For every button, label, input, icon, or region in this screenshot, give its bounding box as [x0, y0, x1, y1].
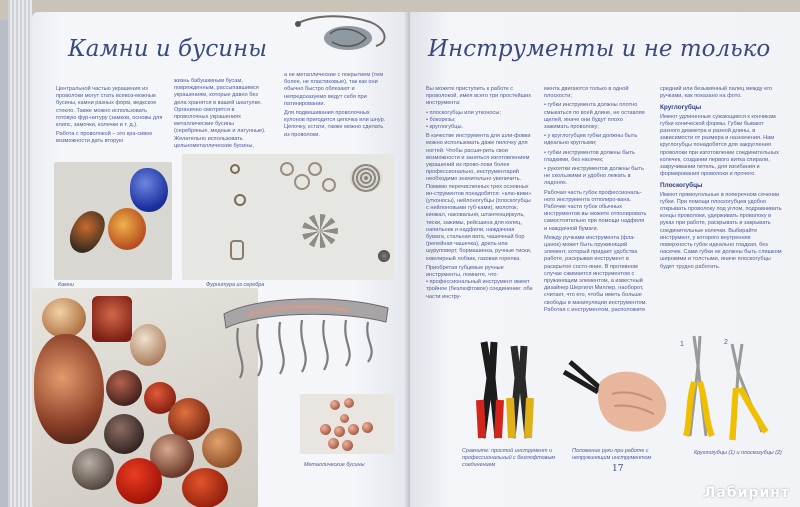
bead-cap	[230, 164, 240, 174]
right-col1-para-6: Приобретая губцевые ручные инструменты, помните, что:	[426, 264, 504, 279]
pliers-label-1: 1	[680, 341, 684, 348]
right-col1-para-7: • профессиональный инструмент имеет тройное (безлюфтовое) соединение: обе части инстру-	[426, 279, 533, 300]
left-text-column-1	[56, 86, 166, 148]
copper-bead	[334, 426, 345, 437]
right-text-column-3	[660, 86, 782, 273]
flat-pliers-text: Имеют прямоугольные в поперечном сечении губки. При помощи плоскогубцев удобно открывать проволоку под углом, подравнивать концы проволоки, удерживать проволоку в руках при работе, раскрывать и закрывать соединительные колечки. Выбирайте инструмент, у которого внутренняя поверхность губок идеально гладкая, без насечек. Сами губки не должны быть слишком широкими и толстыми, иначе плоскогубцы будет трудно работать.	[660, 191, 782, 270]
pliers-compare-caption: Сравните: простой инструмент и профессиональный с безлюфтовым соединением	[462, 448, 556, 468]
copper-bead	[340, 414, 349, 423]
findings-caption: Фурнитура из серебра	[206, 282, 265, 288]
bead-cap	[234, 194, 246, 206]
left-col2-para-1: жизнь бабушкиным бусам, поврежденным, рассыпавшимся украшениям, которые давно без дела хранятся в вашей шкатулке. Органично смотрятся в проволочных украшениях металлические бусины (серебряные, медные и латунные). Желательно использовать цельнометаллические бусины,	[174, 78, 266, 149]
right-col1-para-4: • круглогубцы.	[426, 124, 464, 131]
copper-bead	[362, 422, 373, 433]
round-flat-pliers-caption: Круглогубцы (1) и плоскогубцы (2)	[694, 450, 782, 456]
hand-position-caption: Положение руки при работе с непружинящим инструментом	[572, 448, 652, 461]
right-col2-para-5: • рукоятки инструментов должны быть не скользкими и удобно лежать в ладонях.	[544, 166, 644, 187]
metal-beads-photo	[300, 394, 394, 454]
bead	[106, 370, 142, 406]
right-col3-para-1: средний или безымянный палец между его ручками, как показано на фото.	[660, 86, 773, 100]
left-col3-para-2: Для подвешивания проволочных кулонов пригодится цепочка или шнур. Цепочку, кстати, также можно сделать из проволоки.	[284, 110, 386, 138]
right-col2-para-2: • губки инструмента должны плотно смыкаться по всей длине, не оставляя щелей, иначе они будут плохо зажимать проволоку;	[544, 102, 645, 131]
clasp	[230, 240, 244, 260]
star-connectors	[302, 214, 338, 248]
round-flat-pliers-photo	[672, 332, 782, 448]
right-col1-para-2: • плоскогубцы или утконосы;	[426, 109, 501, 116]
right-col2-para-6: Рабочая часть губок профессиональ-ного инструмента отполиро-вана. Рабочие части губок обычных инструментов вы можете отполировать самостоятельно при помощи надфиля и наждачной бумаги.	[544, 189, 647, 232]
copper-bead	[344, 398, 354, 408]
right-col2-para-4: • губки инструментов должны быть гладкими, без насечек;	[544, 149, 635, 163]
right-col2-para-1: мента двигаются только в одной плоскости;	[544, 86, 629, 100]
wire-comb-pendant-photo	[218, 292, 394, 392]
metal-beads-caption: Металлические бусины	[304, 462, 365, 468]
agate-stone	[64, 206, 110, 259]
copper-bead	[330, 400, 340, 410]
jump-ring	[294, 174, 310, 190]
left-col3-para-1: а не металлические с покрытием (тем более, не пластиковые), так как они обычно быстро облезают и непредсказуемо ведут себя при патинировании.	[284, 72, 384, 107]
jump-ring	[322, 178, 336, 192]
copper-bead	[342, 440, 353, 451]
round-pliers-text: Имеют удлиненные сужающиеся к кончикам губки конической формы. Губки бывают разного диаметра и разной длины, в зависимости от размера и назначения. Нам круглогубцы понадобятся для закругления проволоки при изготовлении соединительных колечек, создании первого витка спирали, закручивании петель, для изгибания и формирования проволоки и прочего.	[660, 113, 779, 178]
left-text-column-2	[174, 78, 270, 152]
right-col2-para-7: Между ручками инструмента (фла-цанок) может быть пружинящий элемент, который придает удобства работе, раскрывая инструмент в раскрытое состо-яние. В противном случае сжимается инструментом с пружинящим элементом, а известный дизайнер Шергилл Миллер, наоборот, считает, что его, чтобы иметь больше свободы в манипуляции инструментом. Работая с инструментом, расположите	[544, 234, 647, 313]
left-page	[32, 12, 410, 507]
page-stack-edge	[8, 0, 32, 507]
bead	[92, 296, 132, 342]
wire-pendant-photo	[286, 12, 396, 58]
stones-caption: Камни	[58, 282, 74, 288]
hand-position-photo	[560, 342, 670, 442]
bead	[182, 468, 228, 507]
copper-bead	[328, 438, 339, 449]
copper-bead	[348, 424, 359, 435]
stones-photo	[54, 162, 172, 280]
bead	[130, 324, 166, 366]
round-pliers-heading: Круглогубцы	[660, 104, 702, 112]
pliers-label-2: 2	[724, 339, 728, 346]
left-col1-para-2: Работа с проволокой – это кра-сивое возможности дать вторую	[56, 131, 153, 145]
labirint-watermark: Лабиринт	[703, 485, 790, 501]
blue-stone	[130, 168, 168, 212]
metal-bead	[378, 250, 390, 262]
pliers-compare-photo	[462, 338, 542, 444]
page-number: 17	[612, 464, 624, 474]
copper-bead	[320, 424, 331, 435]
right-col1-para-1: Вы можете приступить к работе с проволокой, имея всего три простейших инструмента:	[426, 86, 532, 107]
right-col2-para-3: • у круглогубцев губки должны быть идеально круглыми;	[544, 133, 638, 147]
bead	[104, 414, 144, 454]
left-page-title: Камни и бусины	[68, 36, 267, 62]
left-col1-para-1: Центральной частью украшения из проволоки могут стать всевоз-можные бусины, камни разных форм, ведкское стекло. Также можно использовать готовую фур-нитуру (замков, основы для клипс, замочки, колечки и т. д.).	[56, 86, 163, 129]
bead	[72, 448, 114, 490]
right-col1-para-5: В качестве инструмента для шли-фовки можно использовать даже пилочку для ногтей. Чтобы расши-рить свои возможности и заняться изготовлением украшений из прово-локи более профессионально, инструментарий необходимо значительно увеличить. Помимо перечисленных трех основных ин-струментов понадобятся: «клю-вики» (утконосы), нейлоногубцы (плоскогубцы с нейлоновыми губ-ками), молоток, кинжал, наковальня, штангенциркуль, тиски, зажимы, рейсшина для колец, напильник и надфили, наждачная бумага, стальная вата, чашечный бор (репейная чашечка), дрель или шуруповерт, бормашинка, ручные тиски, ювелирный лобзик, газовая горелка.	[426, 133, 532, 262]
jump-ring	[280, 162, 294, 176]
book-spread	[32, 12, 800, 507]
bead	[202, 428, 242, 468]
bead	[42, 298, 86, 338]
flat-pliers-heading: Плоскогубцы	[660, 182, 703, 190]
bead	[116, 458, 162, 504]
right-text-column-1	[426, 86, 534, 303]
left-text-column-3	[284, 72, 388, 141]
findings-photo	[182, 154, 394, 280]
right-page-title: Инструменты и не только	[428, 36, 771, 62]
jump-ring	[308, 162, 322, 176]
right-text-column-2	[544, 86, 648, 316]
chain-coil	[350, 164, 382, 192]
right-page	[410, 12, 800, 507]
right-col1-para-3: • бокорезы;	[426, 116, 456, 123]
amber-stone	[108, 208, 146, 250]
large-agate	[34, 334, 104, 444]
